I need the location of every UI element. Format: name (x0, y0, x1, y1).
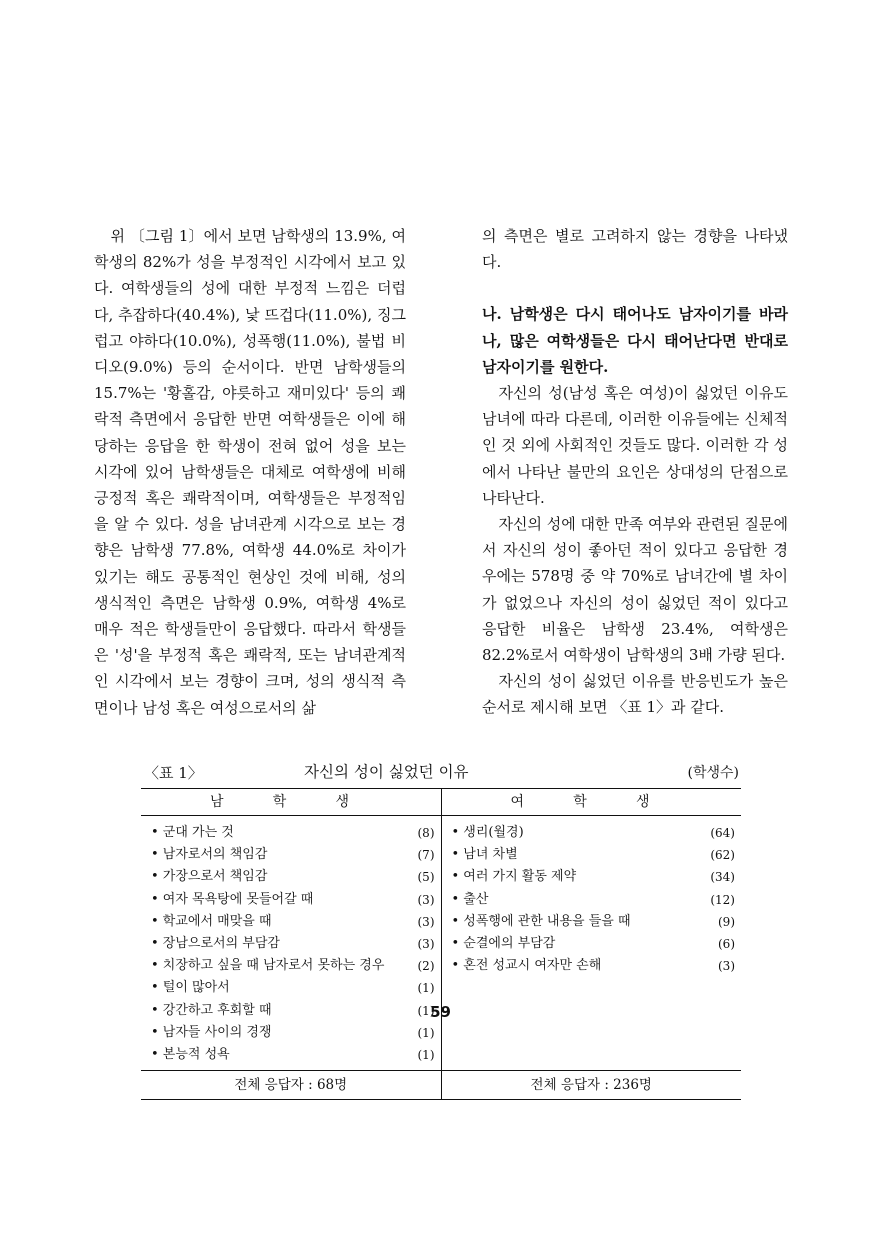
male-count: (3) (417, 892, 435, 907)
table-header (141, 789, 741, 816)
left-paragraph: 위 〔그림 1〕에서 보면 남학생의 13.9%, 여학생의 82%가 성을 부정적인 시각에서 보고 있다. 여학생들의 성에 대한 부정적 느낌은 더럽다, 추잡하다(40.4%), 낯 뜨겁다(11.0%), 징그럽고 야하다(10.0%), 성폭행(11.0%), 불법 비디오(9.0%) 등의 순서이다. 반면 남학생들의 15.7%는 '황홀감, 야릇하고 재미있다' 등의 쾌락적 측면에서 응답한 반면 여학생들은 이에 해당하는 응답을 한 학생이 전혀 없어 성을 보는 시각에 있어 남학생들은 대체로 여학생에 비해 긍정적 혹은 쾌락적이며, 여학생들은 부정적임을 알 수 있다. 성을 남녀관계 시각으로 보는 경향은 남학생 77.8%, 여학생 44.0%로 차이가 있기는 해도 공통적인 현상인 것에 비해, 성의 생식적인 측면은 남학생 0.9%, 여학생 4%로 매우 적은 학생들만이 응답했다. 따라서 학생들은 '성'을 부정적 혹은 쾌락적, 또는 남녀관계적인 시각에서 보는 경향이 크며, 성의 생식적 측면이나 남성 혹은 여성으로서의 삶 (94, 227, 406, 717)
male-reason: • 여자 목욕탕에 못들어갈 때 (151, 891, 314, 907)
male-row (151, 822, 435, 844)
male-count: (2) (417, 959, 435, 974)
male-count: (5) (417, 870, 435, 885)
female-row (452, 822, 736, 844)
female-count: (12) (710, 892, 735, 907)
right-continuation: 의 측면은 별로 고려하지 않는 경향을 나타냈다. (482, 227, 788, 272)
female-reason: • 생리(월경) (451, 825, 524, 840)
table-body (141, 816, 741, 1070)
female-reason: • 출산 (451, 891, 489, 907)
right-paragraph-2: 자신의 성에 대한 만족 여부와 관련된 질문에서 자신의 성이 좋아던 적이 있다고 응답한 경우에는 578명 중 약 70%로 남녀간에 별 차이가 없었으나 자신의 성이 싫었던 적이 있다고 응답한 비율은 남학생 23.4%, 여학생은 82.2%로서 여학생이 남학생의 3배 가량 된다. (482, 515, 788, 665)
male-count: (1) (417, 981, 435, 996)
male-reason: • 장남으로서의 부담감 (151, 935, 280, 951)
table-number: 〈표 1〉 (144, 764, 203, 782)
left-column (94, 223, 406, 721)
male-row (151, 977, 435, 999)
male-row (151, 866, 435, 888)
female-reason: • 성폭행에 관한 내용을 들을 때 (451, 913, 631, 929)
male-header: 남 학 생 (141, 789, 442, 815)
right-paragraph-1: 자신의 성(남성 혹은 여성)이 싫었던 이유도 남녀에 따라 다른데, 이러한 이유들에는 신체적인 것 외에 사회적인 것들도 많다. 이러한 각 성에서 나타난 불만의 요인은 상대성의 단점으로 나타난다. (482, 384, 788, 507)
female-count: (34) (710, 870, 735, 885)
male-reason: • 털이 많아서 (151, 980, 230, 996)
male-count: (1) (417, 1025, 435, 1040)
male-row (151, 889, 435, 911)
male-row (151, 1022, 435, 1044)
table-title: 자신의 성이 싫었던 이유 (304, 763, 469, 781)
reasons-table (141, 788, 741, 1100)
female-reason: • 여러 가지 활동 제약 (451, 869, 577, 885)
female-count: (62) (710, 848, 735, 863)
male-reason: • 강간하고 후회할 때 (151, 1002, 272, 1018)
female-count: (6) (718, 936, 735, 951)
table-caption (141, 760, 741, 784)
male-count: (1) (417, 1003, 435, 1018)
male-row (151, 1044, 435, 1066)
male-row (151, 955, 435, 977)
female-count: (64) (710, 826, 735, 840)
female-reason: • 남녀 차별 (451, 847, 518, 863)
male-reason: • 치장하고 싶을 때 남자로서 못하는 경우 (151, 958, 385, 974)
male-row (151, 933, 435, 955)
female-reason: • 순결에의 부담감 (451, 935, 556, 951)
table-footer (141, 1070, 741, 1099)
page-number: 59 (430, 1003, 451, 1021)
right-column (482, 223, 788, 721)
female-row (452, 866, 736, 888)
female-header: 여 학 생 (510, 794, 672, 810)
female-row (452, 955, 736, 977)
male-reason: • 가장으로서 책임감 (151, 869, 268, 885)
male-count: (1) (417, 1047, 435, 1062)
male-count: (7) (417, 848, 435, 863)
right-paragraph-3: 자신의 성이 싫었던 이유를 반응빈도가 높은 순서로 제시해 보면 〈표 1〉과 같다. (482, 672, 788, 717)
male-reason: • 남자들 사이의 경쟁 (151, 1024, 272, 1040)
female-row (452, 933, 736, 955)
male-reason: • 학교에서 매맞을 때 (151, 913, 272, 929)
male-row (151, 911, 435, 933)
male-reason: • 남자로서의 책임감 (151, 847, 268, 863)
male-reason: • 군대 가는 것 (151, 825, 234, 840)
male-count: (8) (417, 826, 435, 840)
female-row (452, 889, 736, 911)
female-reason: • 혼전 성교시 여자만 손해 (451, 958, 602, 974)
female-count: (3) (718, 959, 735, 974)
female-row (452, 911, 736, 933)
male-total: 전체 응답자 : 68명 (141, 1071, 442, 1099)
male-count: (3) (417, 914, 435, 929)
female-row (452, 844, 736, 866)
male-column (141, 816, 442, 1070)
female-count: (9) (718, 914, 735, 929)
male-row (151, 844, 435, 866)
male-count: (3) (417, 936, 435, 951)
table-unit: (학생수) (687, 765, 739, 781)
female-column (442, 816, 742, 1070)
female-total: 전체 응답자 : 236명 (530, 1077, 652, 1094)
male-reason: • 본능적 성욕 (151, 1046, 230, 1062)
section-heading: 나. 남학생은 다시 태어나도 남자이기를 바라나, 많은 여학생들은 다시 태어난다면 반대로 남자이기를 원한다. (482, 305, 788, 376)
